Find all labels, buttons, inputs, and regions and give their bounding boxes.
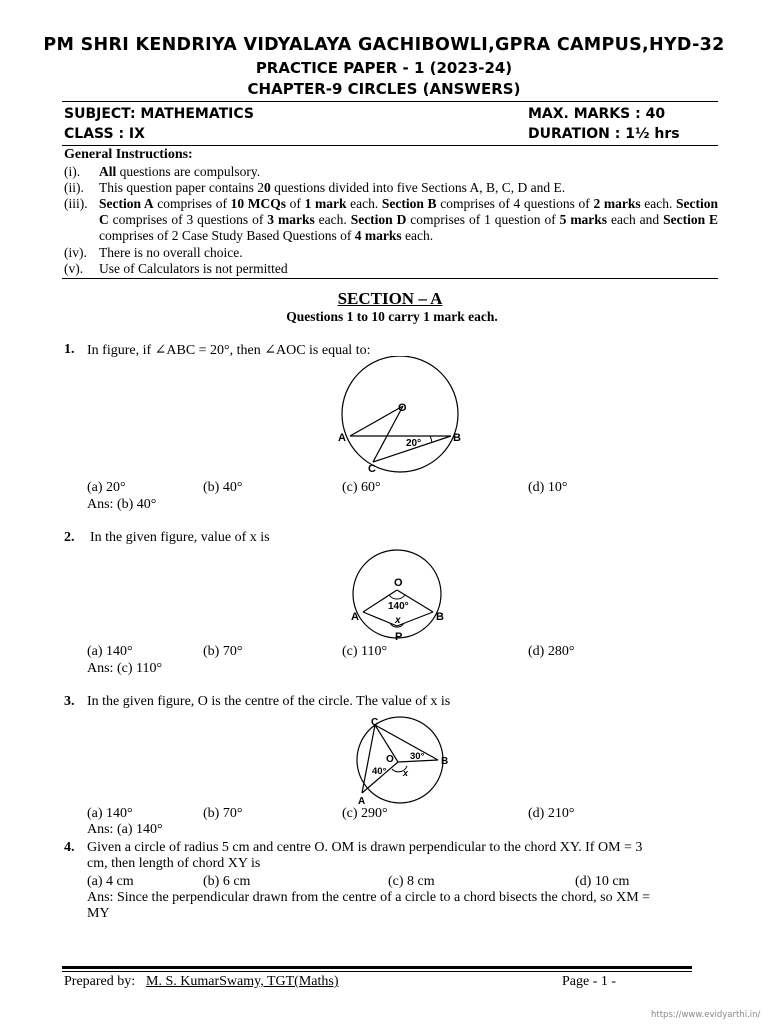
q2-label-o: O [394,577,403,589]
answer: Ans: Since the perpendicular drawn from the centre of a circle to a chord bisects the chord, so XM = [87,890,651,905]
question-text: In figure, if ∠ABC = 20°, then ∠AOC is equal to: [87,343,371,358]
option-d: (d) 10 cm [575,874,630,889]
q1-circle-figure [330,356,470,478]
section-subtitle: Questions 1 to 10 carry 1 mark each. [286,309,498,324]
question-text: In the given figure, O is the centre of the circle. The value of x is [87,694,451,709]
class-label: CLASS : IX [64,126,145,142]
paper-title: PRACTICE PAPER - 1 (2023-24) [255,59,513,77]
max-marks-label: MAX. MARKS : 40 [528,106,666,122]
q3-label-angle-40: 40° [372,766,387,777]
q3-label-c: C [371,717,379,728]
question-number: 1. [64,342,75,357]
q2-label-a: A [351,611,359,623]
q3-label-angle-30: 30° [410,751,425,762]
q3-label-x: x [403,768,409,778]
watermark-url: https://www.evidyarthi.in/ [651,1010,761,1020]
q3-label-o: O [386,754,394,765]
option-b: (b) 70° [203,644,243,659]
option-a: (a) 4 cm [87,874,134,889]
q2-label-x: x [395,615,401,626]
q1-label-a: A [338,432,346,444]
question-text: Given a circle of radius 5 cm and centre O. OM is drawn perpendicular to the chord XY. If OM = 3 [87,840,643,855]
option-a: (a) 20° [87,480,126,495]
subject-label: SUBJECT: MATHEMATICS [64,106,254,122]
question-text: In the given figure, value of x is [90,530,270,545]
meta-divider [62,145,718,146]
option-b: (b) 40° [203,480,243,495]
header-divider [62,101,718,102]
q1-label-o: O [398,402,407,414]
q2-label-angle: 140° [388,601,409,612]
instruction-number: (v). [64,261,84,276]
answer: Ans: (c) 110° [87,661,163,676]
option-c: (c) 110° [342,644,388,659]
option-c: (c) 60° [342,480,381,495]
instruction-text: There is no overall choice. [99,245,243,260]
q2-label-b: B [436,611,444,623]
instructions-divider [62,278,718,279]
q2-label-p: P [395,631,403,642]
answer: MY [87,906,110,921]
option-a: (a) 140° [87,644,133,659]
option-b: (b) 6 cm [203,874,251,889]
instructions-title: General Instructions: [64,147,193,162]
instruction-number: (iv). [64,245,87,260]
q1-label-angle: 20° [406,438,422,449]
footer-author: M. S. KumarSwamy, TGT(Maths) [146,974,339,989]
question-number: 3. [64,694,75,709]
q3-label-b: B [441,756,449,767]
instruction-text: This question paper contains 20 questions divided into five Sections A, B, C, D and E. [99,180,566,195]
instruction-text: Use of Calculators is not permitted [99,261,288,276]
footer-divider-thin [62,971,692,972]
question-text: cm, then length of chord XY is [87,856,261,871]
instruction-number: (ii). [64,180,84,195]
q3-label-a: A [358,796,366,806]
option-c: (c) 8 cm [388,874,435,889]
duration-label: DURATION : 1½ hrs [528,126,680,142]
footer-divider-thick [62,966,692,969]
q3-circle-figure [350,714,458,806]
section-title: SECTION – A [337,289,443,308]
answer: Ans: (a) 140° [87,822,163,837]
q1-label-c: C [368,463,376,475]
instruction-text: All questions are compulsory. [99,164,261,179]
question-number: 4. [64,840,75,855]
q2-circle-figure [340,548,452,642]
option-c: (c) 290° [342,806,388,821]
instruction-number: (i). [64,164,81,179]
option-d: (d) 10° [528,480,568,495]
school-title: PM SHRI KENDRIYA VIDYALAYA GACHIBOWLI,GPRA CAMPUS,HYD-32 [43,35,725,55]
chapter-title: CHAPTER-9 CIRCLES (ANSWERS) [247,80,521,98]
question-number: 2. [64,530,75,545]
footer-prepared-label: Prepared by: [64,974,136,989]
q1-label-b: B [453,432,461,444]
answer: Ans: (b) 40° [87,497,157,512]
instruction-number: (iii). [64,196,88,211]
option-d: (d) 280° [528,644,575,659]
option-d: (d) 210° [528,806,575,821]
option-a: (a) 140° [87,806,133,821]
option-b: (b) 70° [203,806,243,821]
footer-page-number: Page - 1 - [562,974,617,989]
instruction-text: Section A comprises of 10 MCQs of 1 mark each. Section B comprises of 4 questions of 2 marks each. Section C comprises of 3 questions of 3 marks each. Section D comprises of 1 question of 5 marks each and Section E comprises of 2 Case Study Based Questions of 4 marks each. [99,196,719,243]
